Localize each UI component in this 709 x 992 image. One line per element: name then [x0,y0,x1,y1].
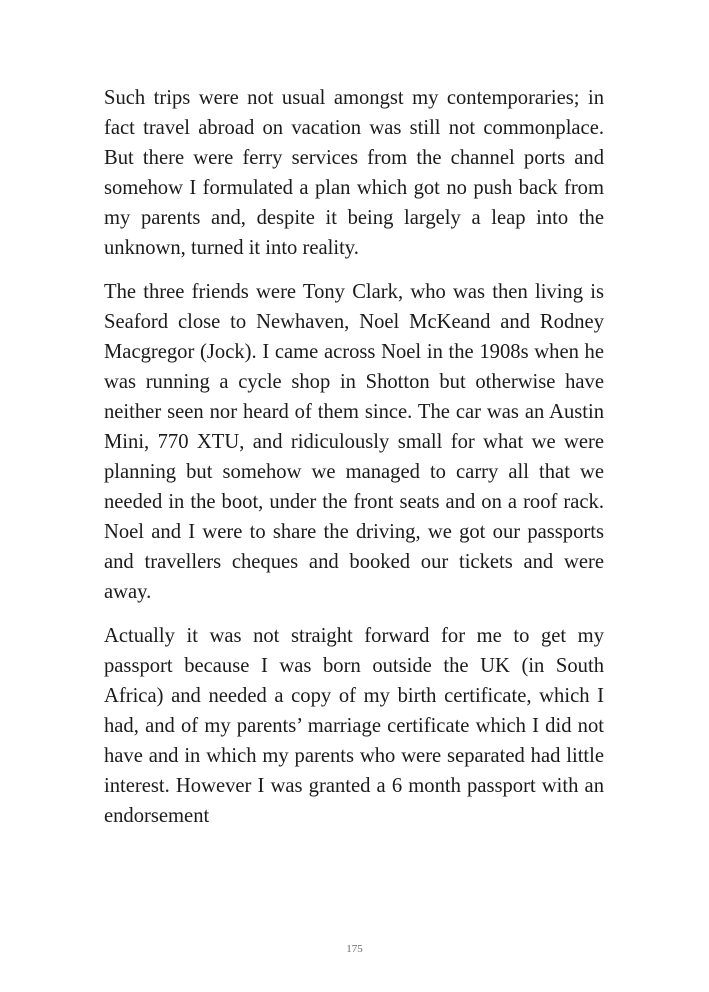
paragraph-3: Actually it was not straight forward for me to get my passport because I was born outside the UK (in South Africa) and needed a copy of my birth certificate, which I had, and of my parents’ marriage certificate which I did not have and in which my parents who were separated had little interest. However I was granted a 6 month passport with an endorsement [104,625,604,827]
page-number: 175 [346,943,363,955]
paragraph-1: Such trips were not usual amongst my contemporaries; in fact travel abroad on vacation was still not commonplace. But there were ferry services from the channel ports and somehow I formulated a plan which got no push back from my parents and, despite it being largely a leap into the unknown, turned it into reality. [104,87,604,259]
paragraph-2: The three friends were Tony Clark, who was then living is Seaford close to Newhaven, Noel McKeand and Rodney Macgregor (Jock). I came across Noel in the 1908s when he was running a cycle shop in Shotton but otherwise have neither seen nor heard of them since. The car was an Austin Mini, 770 XTU, and ridiculously small for what we were planning but somehow we managed to carry all that we needed in the boot, under the front seats and on a roof rack. Noel and I were to share the driving, we got our passports and travellers cheques and booked our tickets and were away. [104,281,604,603]
body-text [104,83,604,845]
